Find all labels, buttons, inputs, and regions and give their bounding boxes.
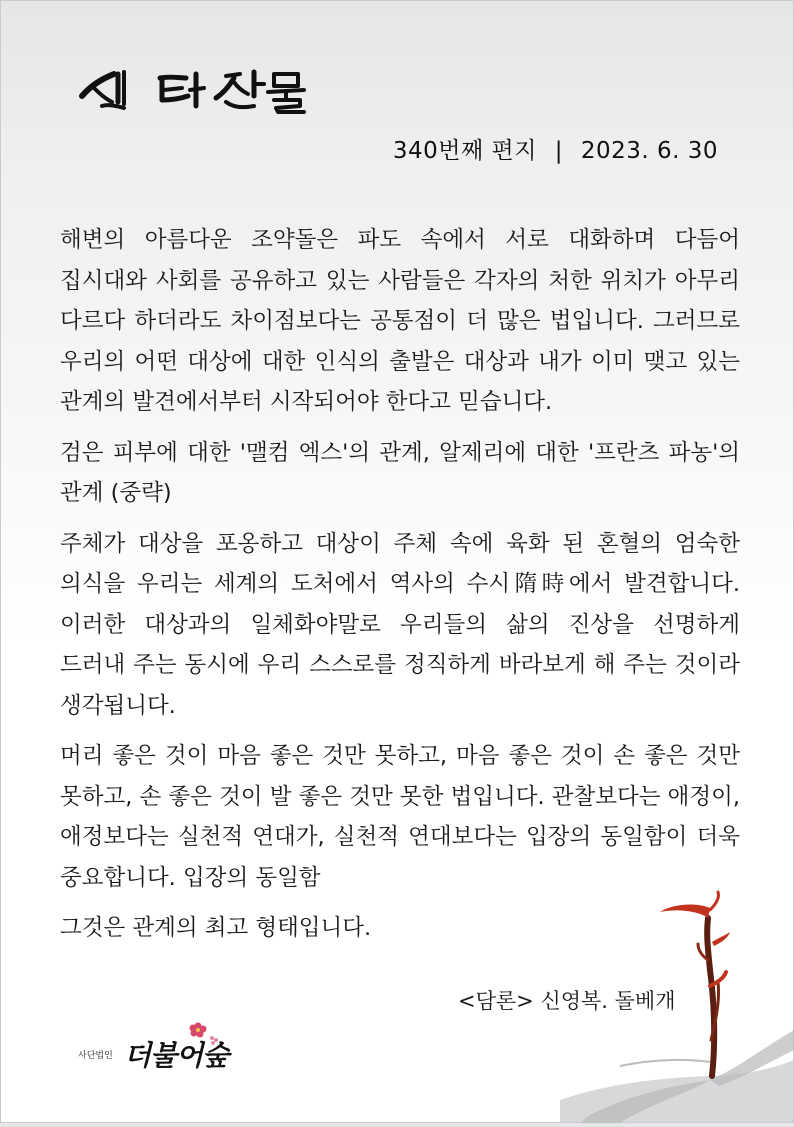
organization-logo (70, 1020, 240, 1075)
letter-label: 편지 (491, 138, 537, 164)
letter-body (60, 220, 740, 959)
organization-prefix: 사단법인 (78, 1051, 113, 1061)
plant-illustration (560, 890, 794, 1123)
paragraph: 그것은 관계의 최고 형태입니다. (60, 915, 372, 941)
header-separator: | (554, 138, 563, 164)
paragraph: 머리 좋은 것이 마음 좋은 것만 못하고, 마음 좋은 것이 손 좋은 것만 못하고, 손 좋은 것이 발 좋은 것만 못한 법입니다. 관찰보다는 애정이, 애정보다는 실천적 연대가, 실천적 연대보다는 입장의 동일함이 더욱 중요합니다. 입장의 동일함 (60, 743, 740, 891)
letter-date: 2023. 6. 30 (580, 138, 718, 164)
paragraph: 해변의 아름다운 조약돌은 파도 속에서 서로 대화하며 다듬어 집시대와 사회를 공유하고 있는 사람들은 각자의 처한 위치가 아무리 다르다 하더라도 차이점보다는 공통점이 더 많은 법입니다. 그러므로 우리의 어떤 대상에 대한 인식의 출발은 대상과 내가 이미 맺고 있는 관계의 발견에서부터 시작되어야 한다고 믿습니다. (60, 227, 740, 415)
source-citation: <담론> 신영복. 돌베개 (458, 989, 676, 1013)
paragraph: 주체가 대상을 포옹하고 대상이 주체 속에 육화 된 혼혈의 엄숙한 의식을 우리는 세계의 도처에서 역사의 수시隋時에서 발견합니다. 이러한 대상과의 일체화야말로 우리들의 삶의 진상을 선명하게 드러내 주는 동시에 우리 스스로를 정직하게 바라보게 해 주는 것이라 생각됩니다. (60, 530, 740, 719)
paragraph: 검은 피부에 대한 '맬컴 엑스'의 관계, 알제리에 대한 '프란츠 파농'의 관계 (중략) (60, 439, 740, 506)
masthead-title (78, 66, 308, 116)
calligraphy-title-icon (78, 66, 308, 116)
organization-name: 더불어숲 (124, 1039, 229, 1072)
plant-icon (560, 890, 794, 1123)
letter-number: 340번째 (392, 138, 484, 164)
letter-header (393, 132, 718, 165)
